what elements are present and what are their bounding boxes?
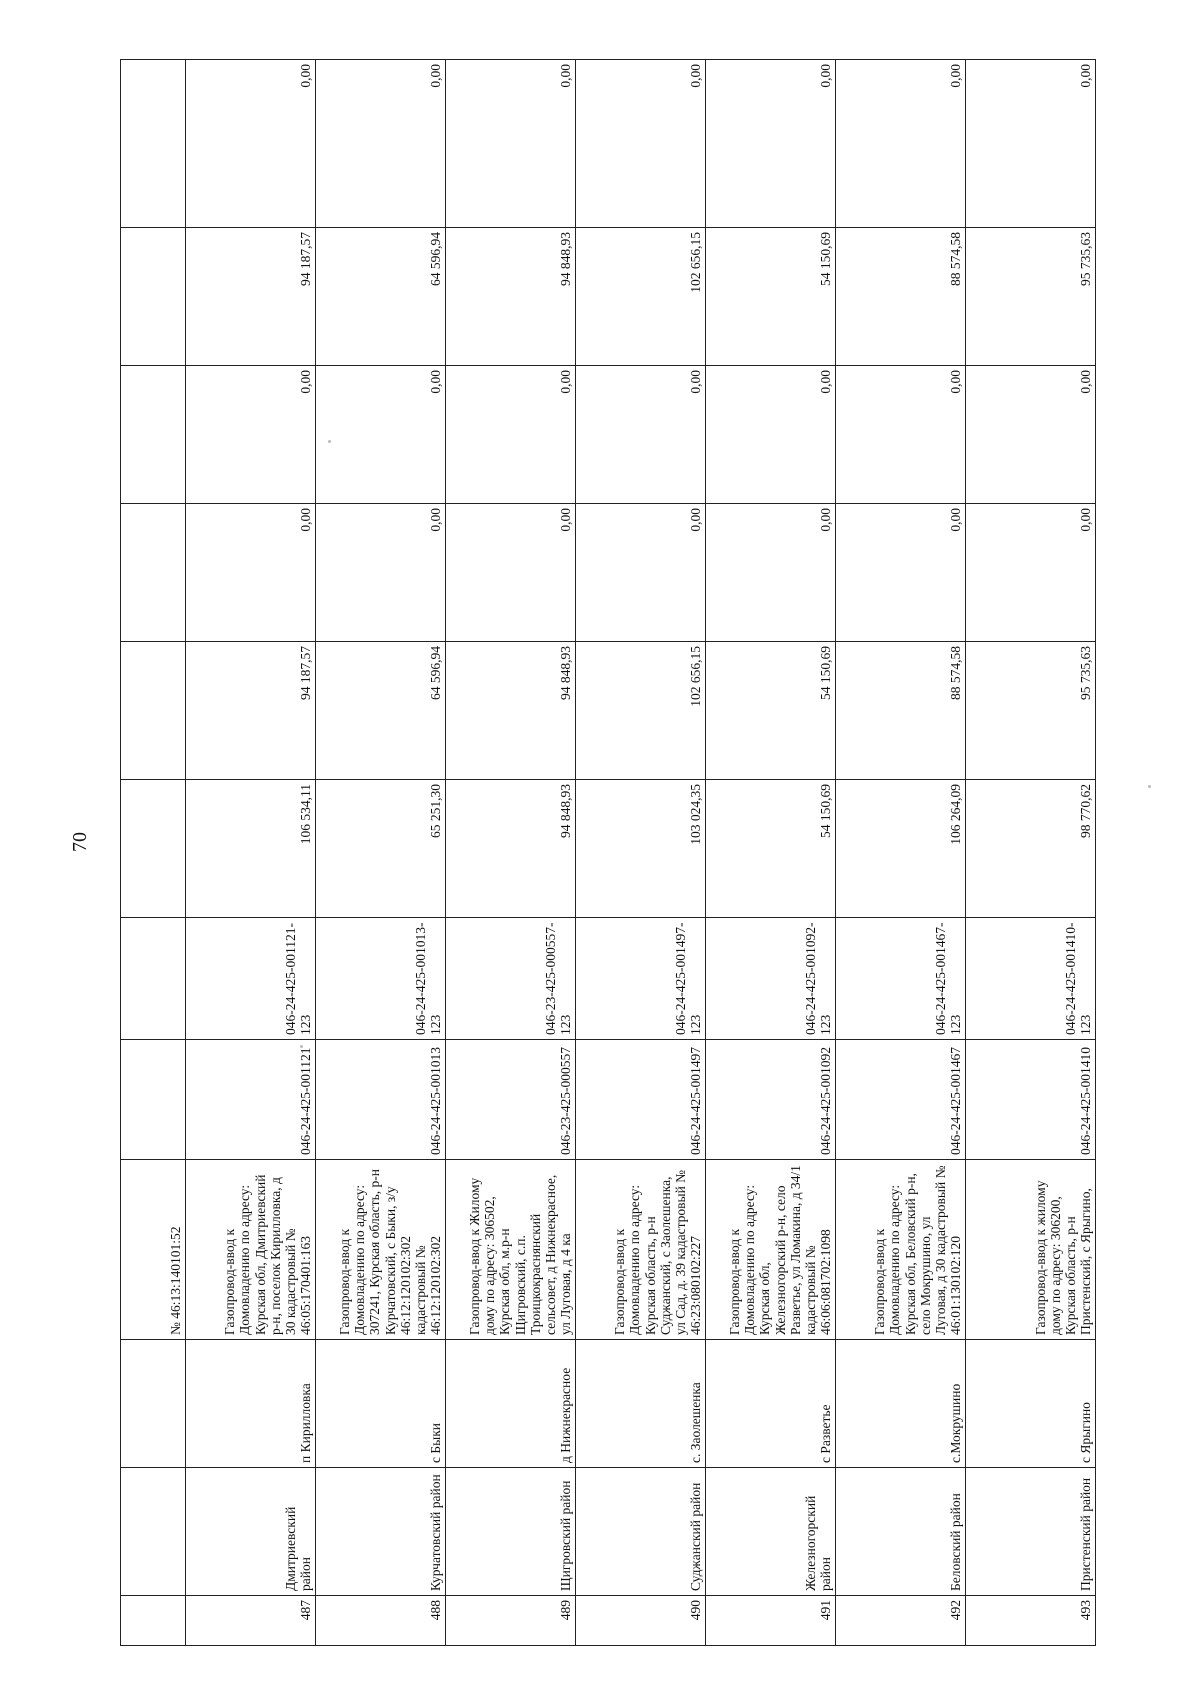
cell-value-6: 0,00 [576,60,706,228]
cell-inventory-number: 046-24-425-001092 [706,1040,836,1160]
cell-code: 046-24-425-001092-123 [706,918,836,1040]
cell-address: Газопровод-ввод к Жилому дому по адресу: 306502, Курская обл, м.р-н Щигровский, с.п. Троицкокраснянский сельсовет, д Нижнекраcное, ул Луговая, д 4 ка [446,1160,576,1340]
cell-value-4: 0,00 [316,366,446,504]
scan-speck [300,1045,303,1048]
cell-value-4: 0,00 [706,366,836,504]
cell-no: 491 [706,1596,836,1646]
cell-value-3: 0,00 [446,504,576,642]
cell-value-2: 95 735,63 [966,642,1096,780]
cell-code [121,918,186,1040]
cell-inventory-number: 046-23-425-000557 [446,1040,576,1160]
register-table-wrapper [120,60,1093,1646]
cell-value-5: 95 735,63 [966,228,1096,366]
page-number: 70 [69,832,91,852]
cell-inventory-number: 046-24-425-001121 [186,1040,316,1160]
cell-address: № 46:13:140101:52 [121,1160,186,1340]
scan-speck [1148,785,1151,788]
cell-value-5: 54 150,69 [706,228,836,366]
cell-value-2: 88 574,58 [836,642,966,780]
cell-district: Пристенский район [966,1468,1096,1596]
cell-inventory-number: 046-24-425-001410 [966,1040,1096,1160]
register-body [121,60,1096,1646]
table-row [186,60,316,1646]
cell-value-1: 65 251,30 [316,780,446,918]
table-row [836,60,966,1646]
register-table [120,59,1096,1646]
table-row [576,60,706,1646]
cell-value-6: 0,00 [706,60,836,228]
cell-value-5: 88 574,58 [836,228,966,366]
cell-value-4 [121,366,186,504]
cell-value-6: 0,00 [836,60,966,228]
rotated-page [120,60,1093,1646]
cell-inventory-number: 046-24-425-001467 [836,1040,966,1160]
cell-locality: с.Мокрушино [836,1340,966,1468]
cell-value-5: 94 187,57 [186,228,316,366]
cell-address: Газопровод-ввод к Домовладению по адресу: 307241, Курская область, р-н Курчатовский, с Быки, з/у 46:12:120102:302 кадастровый № 46:12:120102:302 [316,1160,446,1340]
cell-value-2: 54 150,69 [706,642,836,780]
cell-value-4: 0,00 [966,366,1096,504]
cell-no: 487 [186,1596,316,1646]
cell-value-3: 0,00 [186,504,316,642]
cell-no [121,1596,186,1646]
cell-value-4: 0,00 [576,366,706,504]
cell-value-6 [121,60,186,228]
cell-value-4: 0,00 [186,366,316,504]
cell-value-2: 94 187,57 [186,642,316,780]
cell-value-2: 94 848,93 [446,642,576,780]
cell-value-3: 0,00 [706,504,836,642]
cell-value-1: 106 264,09 [836,780,966,918]
cell-district [121,1468,186,1596]
cell-locality: д Нижнекраcное [446,1340,576,1468]
cell-locality: с. Заолешенка [576,1340,706,1468]
cell-address: Газопровод-ввод к Домовладению по адресу: Курская обл, Железногорский р-н, село Разветье, ул Ломакина, д 34/1 кадастровый № 46:06:081702:1098 [706,1160,836,1340]
table-row [966,60,1096,1646]
cell-district: Курчатовский район [316,1468,446,1596]
cell-code: 046-24-425-001467-123 [836,918,966,1040]
cell-inventory-number: 046-24-425-001013 [316,1040,446,1160]
cell-no: 488 [316,1596,446,1646]
cell-value-1: 106 534,11 [186,780,316,918]
cell-district: Суджанский район [576,1468,706,1596]
cell-no: 493 [966,1596,1096,1646]
cell-value-4: 0,00 [446,366,576,504]
cell-value-1: 103 024,35 [576,780,706,918]
cell-no: 492 [836,1596,966,1646]
cell-value-5: 94 848,93 [446,228,576,366]
cell-district: Дмитриевский район [186,1468,316,1596]
cell-value-3: 0,00 [966,504,1096,642]
cell-value-6: 0,00 [446,60,576,228]
cell-locality: п Кирилловка [186,1340,316,1468]
cell-address: Газопровод-ввод к Домовладению по адресу: Курская область, р-н Суджанский, с Заолешенка, ул Сад, д. 39 кадастровый № 46:23:080102:227 [576,1160,706,1340]
cell-value-3: 0,00 [576,504,706,642]
cell-value-5: 64 596,94 [316,228,446,366]
cell-value-6: 0,00 [186,60,316,228]
cell-value-6: 0,00 [966,60,1096,228]
cell-district: Щигровский район [446,1468,576,1596]
cell-no: 489 [446,1596,576,1646]
cell-code: 046-24-425-001410-123 [966,918,1096,1040]
cell-district: Беловский район [836,1468,966,1596]
scan-speck [328,440,331,443]
cell-value-3: 0,00 [316,504,446,642]
cell-locality: с Ярыгино [966,1340,1096,1468]
table-row [446,60,576,1646]
cell-value-2: 102 656,15 [576,642,706,780]
cell-value-1: 54 150,69 [706,780,836,918]
cell-district: Железногорский район [706,1468,836,1596]
cell-inventory-number [121,1040,186,1160]
table-row [316,60,446,1646]
cell-locality: с Разветье [706,1340,836,1468]
cell-address: Газопровод-ввод к Домовладению по адресу: Курская обл, Дмитриевский р-н, поселок Кирилловка, д 30 кадастровый № 46:05:170401:163 [186,1160,316,1340]
cell-value-5: 102 656,15 [576,228,706,366]
cell-locality [121,1340,186,1468]
cell-code: 046-24-425-001121-123 [186,918,316,1040]
cell-value-3: 0,00 [836,504,966,642]
cell-no: 490 [576,1596,706,1646]
cell-inventory-number: 046-24-425-001497 [576,1040,706,1160]
cell-value-1: 94 848,93 [446,780,576,918]
cell-value-4: 0,00 [836,366,966,504]
table-row [121,60,186,1646]
cell-value-1: 98 770,62 [966,780,1096,918]
cell-value-6: 0,00 [316,60,446,228]
cell-address: Газопровод-ввод к Домовладению по адресу: Курская обл, Беловский р-н, село Мокрушино, ул Луговая, д 30 кадастровый № 46:01:130102:120 [836,1160,966,1340]
cell-locality: с Быки [316,1340,446,1468]
cell-value-1 [121,780,186,918]
cell-value-2: 64 596,94 [316,642,446,780]
cell-code: 046-24-425-001013-123 [316,918,446,1040]
cell-value-3 [121,504,186,642]
cell-code: 046-24-425-001497-123 [576,918,706,1040]
cell-value-5 [121,228,186,366]
cell-address: Газопровод-ввод к жилому дому по адресу: 306200, Курская область, р-н Пристенский, с Ярыгино, [966,1160,1096,1340]
cell-code: 046-23-425-000557-123 [446,918,576,1040]
table-row [706,60,836,1646]
cell-value-2 [121,642,186,780]
